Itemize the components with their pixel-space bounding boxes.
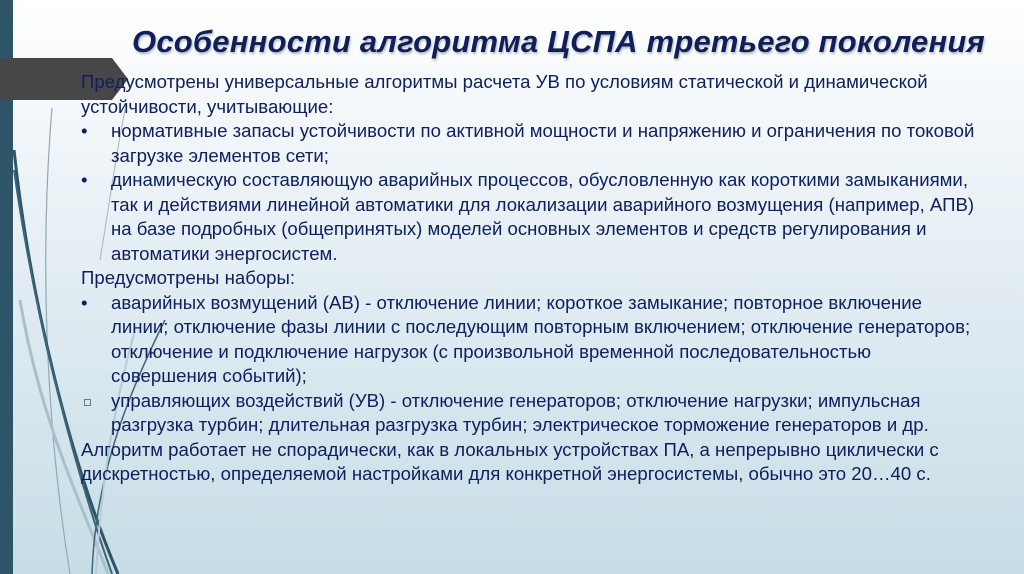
bullet-dot-icon: •	[81, 169, 88, 190]
bullet-dot-icon: •	[81, 120, 88, 141]
intro-bullet-2	[81, 168, 981, 266]
slide-title: Особенности алгоритма ЦСПА третьего поколения	[132, 24, 985, 59]
bullet-text: аварийных возмущений (АВ) - отключение линии; короткое замыкание; повторное включение линии; отключение фазы линии с последующим повторным включением; отключение генераторов; отключение и подключение нагрузок (с произвольной временной последовательностью совершения событий);	[111, 291, 971, 386]
intro-paragraph: Предусмотрены универсальные алгоритмы расчета УВ по условиям статической и динамической устойчивости, учитывающие:	[81, 71, 928, 117]
slide-body	[81, 70, 981, 487]
sets-bullet-1	[81, 291, 981, 389]
bullet-dot-icon: •	[81, 291, 88, 313]
bullet-text: нормативные запасы устойчивости по активной мощности и напряжению и ограничения по токовой загрузке элементов сети;	[111, 120, 975, 166]
closing-paragraph: Алгоритм работает не спорадически, как в локальных устройствах ПА, а непрерывно циклически с дискретностью, определяемой настройками для конкретной энергосистемы, обычно это 20…40 с.	[81, 438, 939, 484]
sets-bullet-2	[81, 389, 981, 438]
bullet-text: динамическую составляющую аварийных процессов, обусловленную как короткими замыканиями, так и действиями линейной автоматики для локализации аварийного возмущения (например, АПВ) на базе подробных (общепринятых) моделей основных элементов и средств регулирования и автоматики энергосистем.	[111, 169, 975, 264]
bullet-text: управляющих воздействий (УВ) - отключение генераторов; отключение нагрузки; импульсная разгрузка турбин; длительная разгрузка турбин; электрическое торможение генераторов и др.	[111, 389, 929, 435]
intro-bullet-1	[81, 119, 981, 168]
sets-heading: Предусмотрены наборы:	[81, 267, 296, 288]
